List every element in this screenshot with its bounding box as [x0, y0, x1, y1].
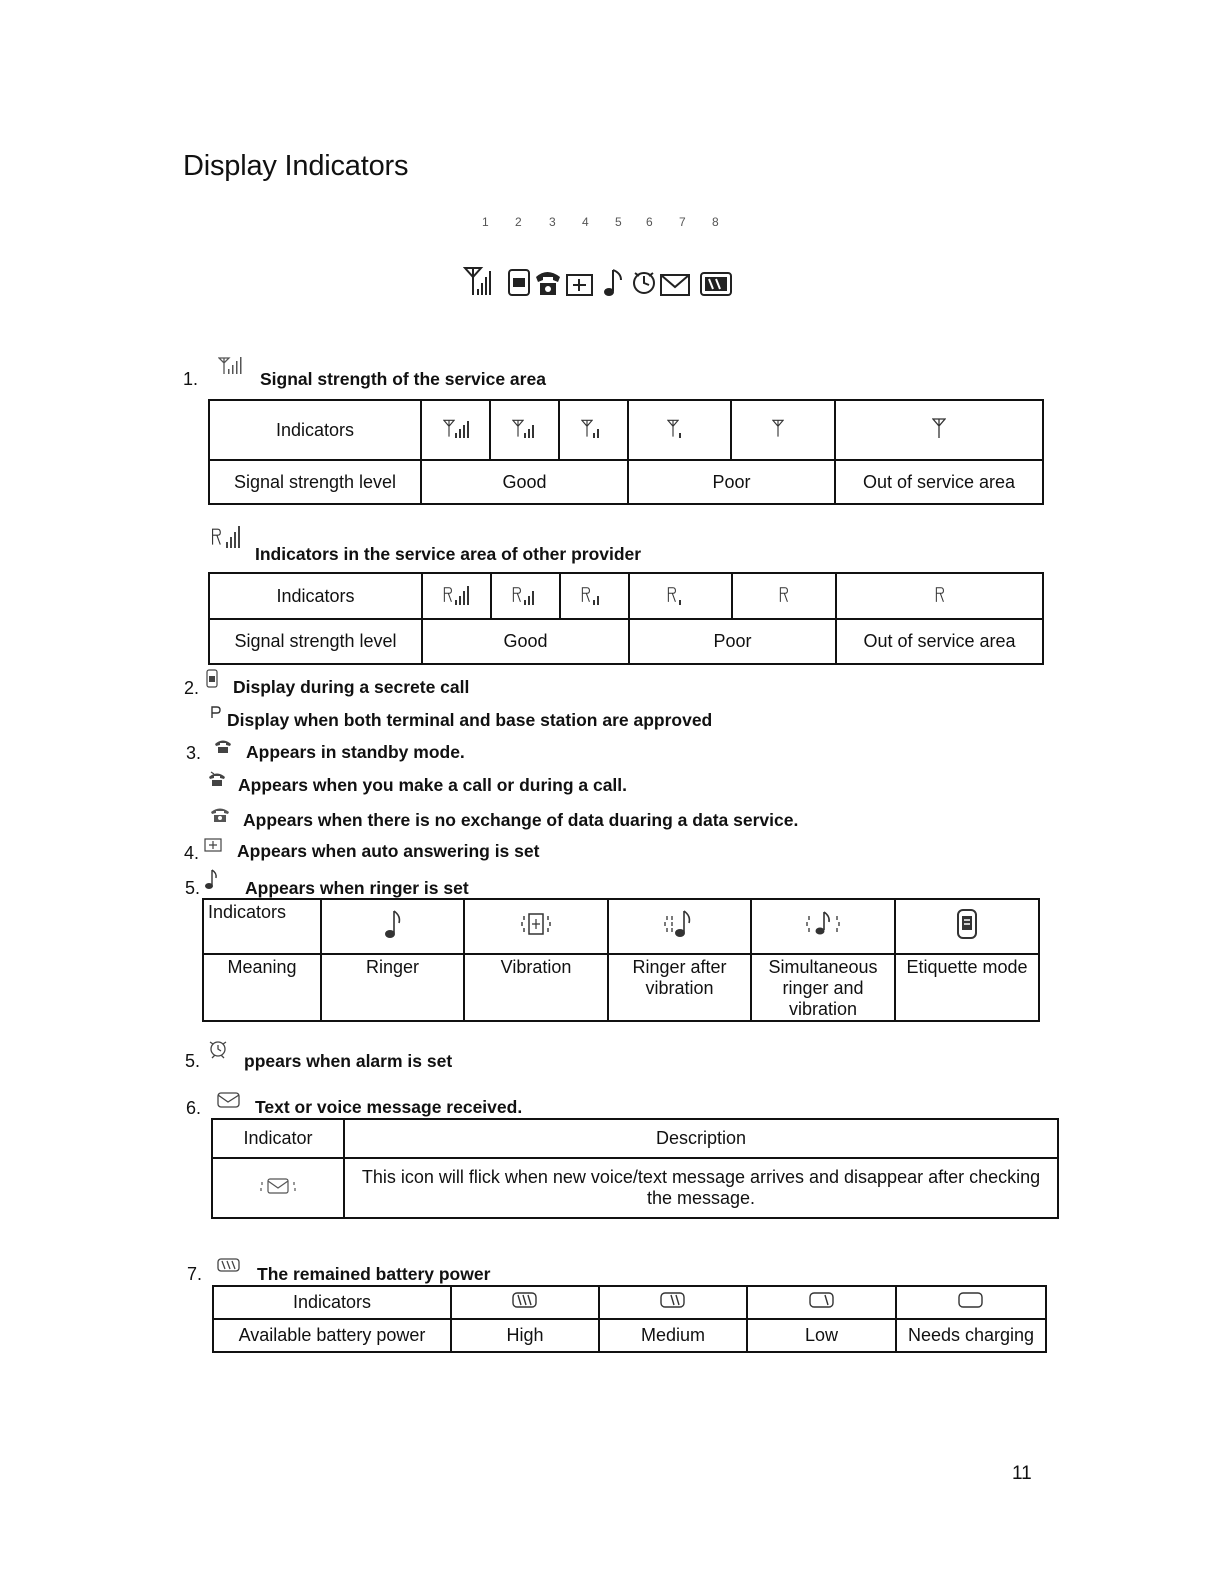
bar-number: 1	[482, 215, 489, 229]
section-number: 3.	[186, 743, 202, 763]
alarm-icon	[634, 273, 654, 293]
level-good: Good	[421, 460, 628, 504]
bar-number: 7	[679, 215, 686, 229]
bar-number: 8	[712, 215, 719, 229]
row-label: Indicators	[209, 400, 421, 460]
section-number: 6.	[186, 1098, 202, 1118]
row-label: Indicators	[209, 573, 422, 619]
section-text: Appears when you make a call or during a call.	[238, 775, 628, 795]
meaning-cell: Etiquette mode	[895, 954, 1039, 1021]
ringer-table	[202, 898, 1040, 1022]
row-label: Signal strength level	[209, 460, 421, 504]
battery-table	[212, 1285, 1047, 1353]
message-icon	[661, 275, 689, 295]
call-phone-icon	[208, 771, 226, 787]
section-heading: Indicators in the service area of other provider	[255, 544, 642, 564]
row-label: Indicators	[213, 1286, 451, 1319]
row-label: Signal strength level	[209, 619, 422, 664]
bar-number: 4	[582, 215, 589, 229]
etiquette-mode-icon	[895, 899, 1039, 954]
message-flashing-icon	[212, 1158, 344, 1218]
battery-medium-icon	[599, 1286, 747, 1319]
description-cell: This icon will flick when new voice/text message arrives and disappear after checking the message.	[344, 1158, 1058, 1218]
battery-level: Low	[747, 1319, 896, 1352]
auto-answer-icon	[567, 275, 592, 295]
bar-number: 2	[515, 215, 522, 229]
battery-icon	[701, 273, 731, 295]
battery-level: Medium	[599, 1319, 747, 1352]
signal-icon-level-1	[628, 400, 731, 460]
meaning-cell: Ringer after vibration	[608, 954, 751, 1021]
signal-icon-level-4	[421, 400, 490, 460]
column-header: Description	[344, 1119, 1058, 1158]
battery-icon	[217, 1257, 241, 1273]
message-table	[211, 1118, 1059, 1219]
signal-icon	[465, 268, 491, 295]
section-number: 5.	[185, 878, 201, 898]
section-heading: Appears when ringer is set	[245, 878, 469, 898]
column-header: Indicator	[212, 1119, 344, 1158]
ringer-and-vibration-icon	[751, 899, 895, 954]
roaming-icon-no-service	[836, 573, 1043, 619]
level-poor: Poor	[628, 460, 835, 504]
section-text: Appears in standby mode.	[246, 742, 465, 762]
battery-high-icon	[451, 1286, 599, 1319]
roaming-icon-level-4	[422, 573, 491, 619]
bar-number: 6	[646, 215, 653, 229]
page-number: 11	[1012, 1463, 1032, 1484]
battery-level: High	[451, 1319, 599, 1352]
data-service-icon	[210, 805, 230, 823]
signal-icon-no-service	[835, 400, 1043, 460]
row-label: Meaning	[203, 954, 321, 1021]
row-label: Indicators	[203, 899, 321, 954]
level-out-of-service: Out of service area	[835, 460, 1043, 504]
vibration-mode-icon	[464, 899, 608, 954]
section-text: Appears when there is no exchange of data duaring a data service.	[243, 810, 799, 830]
signal-icon-level-2	[559, 400, 628, 460]
auto-answer-icon	[204, 838, 222, 852]
meaning-cell: Simultaneous ringer and vibration	[751, 954, 895, 1021]
roaming-icon-level-0	[732, 573, 836, 619]
phone-icon	[536, 272, 560, 295]
section-text: Appears when auto answering is set	[237, 841, 540, 861]
section-heading: Text or voice message received.	[255, 1097, 523, 1117]
roaming-icon-level-2	[560, 573, 629, 619]
alarm-icon	[206, 1038, 230, 1062]
bar-number: 5	[615, 215, 622, 229]
section-heading: The remained battery power	[257, 1264, 491, 1284]
section-text: Display when both terminal and base station are approved	[227, 710, 713, 730]
indicator-bar	[463, 265, 738, 304]
secret-call-icon	[509, 270, 529, 295]
section-number: 7.	[187, 1264, 203, 1284]
battery-level: Needs charging	[896, 1319, 1046, 1352]
signal-icon-level-0	[731, 400, 835, 460]
section-number: 4.	[184, 843, 200, 863]
message-icon	[217, 1091, 241, 1109]
level-out-of-service: Out of service area	[836, 619, 1043, 664]
row-label: Available battery power	[213, 1319, 451, 1352]
roaming-icon-level-1	[629, 573, 732, 619]
signal-strength-table	[208, 399, 1044, 505]
standby-phone-icon	[214, 738, 232, 754]
section-text: Display during a secrete call	[233, 677, 470, 697]
level-good: Good	[422, 619, 629, 664]
signal-icon-level-3	[490, 400, 559, 460]
meaning-cell: Vibration	[464, 954, 608, 1021]
section-number: 1.	[183, 369, 199, 389]
secret-call-icon	[206, 669, 220, 689]
meaning-cell: Ringer	[321, 954, 464, 1021]
roaming-signal-table	[208, 572, 1044, 665]
battery-empty-icon	[896, 1286, 1046, 1319]
ringer-icon	[204, 868, 218, 890]
roaming-signal-icon	[210, 522, 246, 550]
section-number: 2.	[184, 678, 200, 698]
section-number: 5.	[185, 1051, 201, 1071]
page-title: Display Indicators	[183, 150, 409, 182]
section-heading: Signal strength of the service area	[260, 369, 546, 389]
level-poor: Poor	[629, 619, 836, 664]
section-text: ppears when alarm is set	[244, 1051, 453, 1071]
roaming-icon-level-3	[491, 573, 560, 619]
ringer-mode-icon	[321, 899, 464, 954]
bar-number: 3	[549, 215, 556, 229]
battery-low-icon	[747, 1286, 896, 1319]
ringer-after-vibration-icon	[608, 899, 751, 954]
ringer-icon	[604, 270, 621, 296]
signal-icon	[218, 356, 246, 376]
approved-icon	[210, 705, 222, 719]
